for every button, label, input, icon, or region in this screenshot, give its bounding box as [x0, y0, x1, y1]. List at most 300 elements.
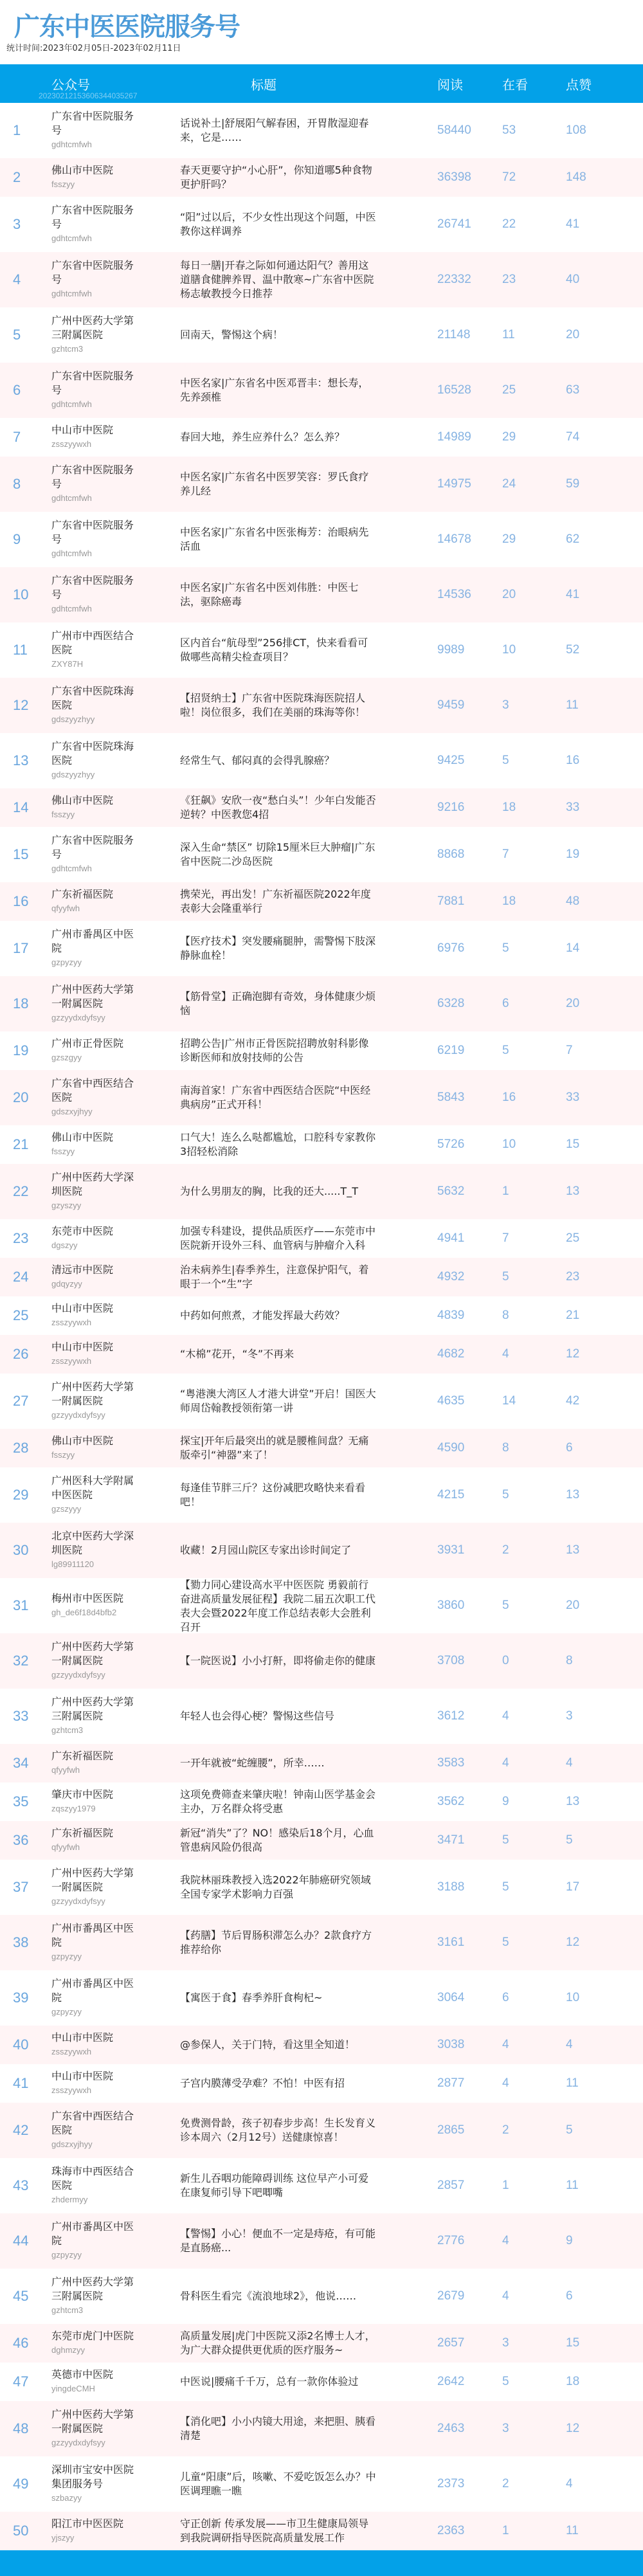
- account-cell: [51, 2069, 136, 2098]
- likes-count: 13: [566, 1184, 580, 1198]
- reads-count: 2463: [437, 2422, 465, 2435]
- rank-number: 10: [13, 586, 29, 603]
- account-name[interactable]: 东莞市中医院: [51, 1225, 114, 1237]
- reads-count: 3860: [437, 1599, 465, 1612]
- table-row[interactable]: [0, 252, 643, 307]
- article-title-link[interactable]: 南海首家！广东省中西医结合医院“中医经典病房”正式开科！: [180, 1084, 371, 1111]
- likes-count: 33: [566, 1091, 580, 1104]
- looking-count: 5: [502, 1599, 509, 1612]
- rank-number: 8: [13, 476, 21, 492]
- account-cell: [51, 2031, 136, 2059]
- account-id: fsszyy: [51, 810, 75, 819]
- table-row[interactable]: [0, 2363, 643, 2401]
- rank-number: 41: [13, 2075, 29, 2091]
- table-row[interactable]: [0, 1335, 643, 1374]
- article-title-link[interactable]: 收藏！2月园山院区专家出诊时间定了: [180, 1544, 352, 1556]
- reads-count: 9216: [437, 801, 465, 814]
- account-id: gzpyzyy: [51, 2250, 82, 2260]
- table-row[interactable]: [0, 567, 643, 622]
- table-row[interactable]: [0, 1633, 643, 1689]
- account-name[interactable]: 中山市中医院: [51, 2031, 114, 2044]
- account-name[interactable]: 佛山市中医院: [51, 164, 114, 176]
- account-id: gzpyzyy: [51, 2007, 82, 2017]
- account-name[interactable]: 广州市正骨医院: [51, 1037, 124, 1049]
- reads-count: 21148: [437, 328, 471, 341]
- looking-count: 0: [502, 1654, 509, 1667]
- likes-count: 8: [566, 1654, 573, 1667]
- table-row[interactable]: [0, 1970, 643, 2026]
- likes-count: 148: [566, 170, 586, 184]
- article-title-link[interactable]: 新生儿吞咽功能障碍训练 这位早产小可爱在康复师引导下吧唧嘴: [180, 2172, 369, 2199]
- reads-count: 2776: [437, 2234, 465, 2247]
- table-row[interactable]: [0, 1296, 643, 1335]
- column-header-looking[interactable]: 在看: [502, 77, 528, 93]
- account-name[interactable]: 佛山市中医院: [51, 1131, 114, 1143]
- account-name[interactable]: 广州中医药大学第三附属医院: [51, 2276, 134, 2302]
- likes-count: 20: [566, 1599, 580, 1612]
- account-cell: [51, 314, 136, 356]
- account-name[interactable]: 广州市番禺区中医院: [51, 928, 134, 954]
- account-name[interactable]: 阳江市中医医院: [51, 2517, 124, 2530]
- table-row[interactable]: [0, 827, 643, 882]
- looking-count: 1: [502, 1184, 509, 1198]
- table-row[interactable]: [0, 976, 643, 1031]
- likes-count: 12: [566, 1347, 580, 1361]
- looking-count: 16: [502, 1091, 516, 1104]
- article-title-link[interactable]: 一开年就被“蛇缠腰”，所幸……: [180, 1757, 325, 1769]
- likes-count: 6: [566, 2289, 573, 2303]
- rank-number: 11: [13, 642, 28, 658]
- account-name[interactable]: 广州市番禺区中医院: [51, 1922, 134, 1948]
- reads-count: 14678: [437, 532, 471, 546]
- table-row[interactable]: [0, 2324, 643, 2363]
- account-name[interactable]: 英德市中医院: [51, 2368, 114, 2381]
- article-title-link[interactable]: 话说补土|舒展阳气解春困，开胃散湿迎春来，它是……: [180, 117, 369, 143]
- reads-count: 4839: [437, 1309, 465, 1322]
- table-row[interactable]: [0, 2026, 643, 2064]
- looking-count: 1: [502, 2524, 509, 2537]
- likes-count: 11: [566, 2076, 579, 2090]
- table-row[interactable]: [0, 1219, 643, 1258]
- column-header-account[interactable]: 公众号: [51, 77, 90, 93]
- likes-count: 108: [566, 123, 586, 137]
- looking-count: 29: [502, 430, 516, 444]
- account-id: gzszgyy: [51, 1053, 82, 1062]
- article-title-link[interactable]: 口气大！连么么哒都尴尬，口腔科专家教你3招轻松消除: [180, 1131, 376, 1157]
- account-cell: [51, 1224, 136, 1253]
- table-row[interactable]: [0, 103, 643, 158]
- reads-count: 36398: [437, 170, 471, 184]
- article-title-link[interactable]: 招聘公告|广州市正骨医院招聘放射科影像诊断医师和放射技师的公告: [180, 1037, 369, 1064]
- account-name[interactable]: 广州中医药大学深圳医院: [51, 1171, 134, 1197]
- article-title-link[interactable]: 每逢佳节胖三斤？这份减肥攻略快来看看吧！: [180, 1482, 366, 1508]
- likes-count: 4: [566, 1756, 573, 1770]
- article-title-link[interactable]: 守正创新 传承发展——市卫生健康局领导到我院调研指导医院高质量发展工作: [180, 2517, 369, 2544]
- account-name[interactable]: 广州中医药大学第一附属医院: [51, 1381, 134, 1407]
- article-title-link[interactable]: 为什么男朋友的胸，比我的还大.....T_T: [180, 1185, 358, 1197]
- looking-count: 20: [502, 588, 516, 601]
- table-row[interactable]: [0, 1821, 643, 1860]
- account-name[interactable]: 广东省中西医结合医院: [51, 2110, 134, 2136]
- table-row[interactable]: [0, 733, 643, 788]
- account-name[interactable]: 东莞市虎门中医院: [51, 2330, 134, 2342]
- account-cell: [51, 1302, 136, 1330]
- looking-count: 5: [502, 1270, 509, 1283]
- table-row[interactable]: [0, 1467, 643, 1523]
- article-title-link[interactable]: 骨科医生看完《流浪地球2》，他说……: [180, 2290, 357, 2302]
- account-name[interactable]: 广州中医药大学第一附属医院: [51, 1640, 134, 1667]
- table-row[interactable]: [0, 1744, 643, 1782]
- reads-count: 2679: [437, 2289, 465, 2303]
- reads-count: 2865: [437, 2123, 465, 2137]
- article-title-link[interactable]: 中医名家|广东省名中医邓晋丰：想长寿，先养颈椎: [180, 377, 369, 403]
- rank-number: 9: [13, 531, 21, 547]
- table-row[interactable]: [0, 882, 643, 921]
- table-row[interactable]: [0, 1070, 643, 1125]
- table-row[interactable]: [0, 788, 643, 827]
- article-title-link[interactable]: 【寓医于食】春季养肝食枸杞~: [180, 1991, 323, 2004]
- article-title-link[interactable]: 我院林丽珠教授入选2022年肺癌研究领域全国专家学术影响力百强: [180, 1874, 371, 1900]
- reads-count: 4941: [437, 1231, 465, 1245]
- reads-count: 2373: [437, 2477, 465, 2490]
- table-row[interactable]: [0, 1164, 643, 1219]
- likes-count: 42: [566, 1394, 580, 1408]
- rank-number: 38: [13, 1934, 29, 1950]
- article-title-link[interactable]: “阳”过以后，不少女性出现这个问题，中医教你这样调养: [180, 211, 376, 237]
- likes-count: 11: [566, 2524, 579, 2537]
- rank-number: 20: [13, 1089, 29, 1105]
- account-name[interactable]: 广东祈福医院: [51, 1827, 114, 1839]
- article-title-link[interactable]: 【医疗技术】突发腰痛腿肿，需警惕下肢深静脉血栓！: [180, 935, 376, 961]
- account-name[interactable]: 深圳市宝安中医院集团服务号: [51, 2463, 134, 2490]
- reads-count: 2642: [437, 2375, 465, 2388]
- reads-count: 3931: [437, 1543, 465, 1557]
- looking-count: 4: [502, 1709, 509, 1723]
- table-row[interactable]: [0, 197, 643, 252]
- looking-count: 9: [502, 1795, 509, 1808]
- looking-count: 5: [502, 1044, 509, 1057]
- page-title: 广东中医医院服务号: [14, 12, 240, 42]
- account-name[interactable]: 广州中医药大学第一附属医院: [51, 983, 134, 1010]
- article-title-link[interactable]: 每日一膳|开春之际如何通达阳气？善用这道膳食健脾养胃、温中散寒~广东省中医院杨志敏教授今日推荐: [180, 259, 374, 300]
- looking-count: 23: [502, 273, 516, 286]
- account-cell: [51, 2329, 136, 2357]
- article-title-link[interactable]: 探宝|开年后最突出的就是腰椎间盘？无痛版牵引“神器”来了！: [180, 1435, 369, 1461]
- account-name[interactable]: 广东省中医院服务号: [51, 519, 134, 545]
- account-id: gdhtcmfwh: [51, 233, 92, 243]
- account-id: fsszyy: [51, 1147, 75, 1156]
- looking-count: 5: [502, 1488, 509, 1501]
- account-id: lg89911120: [51, 1559, 95, 1569]
- rank-number: 26: [13, 1346, 29, 1362]
- article-title-link[interactable]: 中医名家|广东省名中医刘伟胜：中医七法，驱除癌毒: [180, 581, 359, 608]
- rank-number: 15: [13, 846, 29, 862]
- looking-count: 3: [502, 2422, 509, 2435]
- account-id: gdszxyjhyy: [51, 2139, 93, 2149]
- account-name[interactable]: 广东省中医院服务号: [51, 574, 134, 601]
- account-name[interactable]: 广东省中医院服务号: [51, 110, 134, 136]
- rank-number: 39: [13, 1990, 29, 2006]
- likes-count: 11: [566, 2179, 579, 2192]
- article-title-link[interactable]: 中医名家|广东省名中医罗笑容：罗氏食疗养儿经: [180, 471, 369, 497]
- likes-count: 62: [566, 532, 580, 546]
- likes-count: 63: [566, 383, 580, 397]
- account-name[interactable]: 中山市中医院: [51, 2070, 114, 2082]
- reads-count: 9989: [437, 643, 465, 657]
- looking-count: 72: [502, 170, 516, 184]
- reads-count: 3708: [437, 1654, 465, 1667]
- account-name[interactable]: 北京中医药大学深圳医院: [51, 1530, 134, 1556]
- account-cell: [51, 574, 136, 616]
- article-title-link[interactable]: 【一院医说】小小打鼾，即将偷走你的健康: [180, 1655, 376, 1667]
- account-id: zsszyywxh: [51, 2047, 92, 2056]
- account-cell: [51, 259, 136, 301]
- article-title-link[interactable]: 年轻人也会得心梗？警惕这些信号: [180, 1710, 335, 1722]
- table-row[interactable]: [0, 1429, 643, 1467]
- account-id: gdhtcmfwh: [51, 289, 92, 298]
- rank-number: 3: [13, 216, 21, 232]
- column-header-reads[interactable]: 阅读: [437, 77, 463, 93]
- account-name[interactable]: 佛山市中医院: [51, 794, 114, 806]
- table-row[interactable]: [0, 622, 643, 678]
- rank-number: 22: [13, 1183, 29, 1199]
- article-title-link[interactable]: 【筋骨堂】正确泡脚有奇效，身体健康少烦恼: [180, 990, 376, 1017]
- table-row[interactable]: [0, 1031, 643, 1070]
- account-name[interactable]: 广东省中医院珠海医院: [51, 685, 134, 711]
- account-cell: [51, 2109, 136, 2152]
- looking-count: 6: [502, 997, 509, 1010]
- rank-number: 6: [13, 382, 21, 398]
- article-title-link[interactable]: 治未病养生|春季养生，注意保护阳气，着眼于一个“生”字: [180, 1264, 369, 1290]
- looking-count: 3: [502, 2336, 509, 2350]
- account-cell: [51, 2275, 136, 2317]
- article-title-link[interactable]: 儿童“阳康”后，咳嗽、不爱吃饭怎么办？中医调理瞧一瞧: [180, 2471, 376, 2497]
- reads-count: 3038: [437, 2038, 465, 2051]
- article-title-link[interactable]: 【勠力同心建设高水平中医医院 勇毅前行奋进高质量发展征程】我院二届五次职工代表大会暨2022年度工作总结表彰大会胜利召开: [180, 1579, 376, 1633]
- account-id: yingdeCMH: [51, 2384, 95, 2393]
- account-cell: [51, 1037, 136, 1065]
- account-name[interactable]: 珠海市中西医结合医院: [51, 2165, 134, 2191]
- account-name[interactable]: 广东祈福医院: [51, 1750, 114, 1762]
- account-cell: [51, 369, 136, 412]
- account-cell: [51, 1640, 136, 1682]
- account-cell: [51, 1340, 136, 1368]
- account-name[interactable]: 广州中医药大学第三附属医院: [51, 1696, 134, 1722]
- stat-period: 统计时间:2023年02月05日-2023年02月11日: [6, 44, 181, 53]
- article-title-link[interactable]: 【招贤纳士】广东省中医院珠海医院招人啦！岗位很多，我们在美丽的珠海等你！: [180, 692, 366, 718]
- looking-count: 10: [502, 1138, 516, 1151]
- article-title-link[interactable]: 中医名家|广东省名中医张梅芳：治眼病先活血: [180, 526, 369, 552]
- account-id: fsszyy: [51, 179, 75, 189]
- article-title-link[interactable]: “粤港澳大湾区人才港大讲堂”开启！国医大师周岱翰教授领衔第一讲: [180, 1388, 376, 1414]
- account-name[interactable]: 广东省中西医结合医院: [51, 1077, 134, 1103]
- article-title-link[interactable]: 区内首台“航母型”256排CT，快来看看可做哪些高精尖检查项目？: [180, 637, 368, 663]
- table-row[interactable]: [0, 1782, 643, 1821]
- rank-number: 13: [13, 752, 29, 768]
- looking-count: 3: [502, 698, 509, 712]
- table-row[interactable]: [0, 363, 643, 418]
- account-name[interactable]: 清远市中医院: [51, 1264, 114, 1276]
- account-name[interactable]: 佛山市中医院: [51, 1435, 114, 1447]
- table-row[interactable]: [0, 418, 643, 457]
- table-row[interactable]: [0, 2064, 643, 2103]
- looking-count: 11: [502, 328, 515, 341]
- looking-count: 8: [502, 1309, 509, 1322]
- article-title-link[interactable]: 经常生气、郁闷真的会得乳腺癌？: [180, 754, 335, 766]
- account-cell: [51, 927, 136, 970]
- account-name[interactable]: 广州医科大学附属中医医院: [51, 1474, 134, 1501]
- account-cell: [51, 109, 136, 152]
- account-cell: [51, 1866, 136, 1909]
- account-id: fsszyy: [51, 1450, 75, 1460]
- rank-number: 25: [13, 1307, 29, 1323]
- article-title-link[interactable]: 高质量发展|虎门中医院又添2名博士人才，为广大群众提供更优质的医疗服务~: [180, 2330, 376, 2356]
- account-cell: [51, 163, 136, 192]
- looking-count: 53: [502, 123, 516, 137]
- rank-number: 30: [13, 1542, 29, 1558]
- account-name[interactable]: 广东省中医院珠海医院: [51, 740, 134, 766]
- account-name[interactable]: 广东省中医院服务号: [51, 464, 134, 490]
- account-name[interactable]: 广州中医药大学第一附属医院: [51, 1867, 134, 1893]
- account-cell: [51, 1749, 136, 1777]
- account-name[interactable]: 广州中医药大学第一附属医院: [51, 2408, 134, 2435]
- account-name[interactable]: 广东祈福医院: [51, 888, 114, 900]
- account-name[interactable]: 中山市中医院: [51, 424, 114, 436]
- likes-count: 13: [566, 1543, 580, 1557]
- article-title-link[interactable]: 免费测骨龄，孩子初春步步高！生长发育义诊本周六（2月12号）送健康惊喜！: [180, 2117, 376, 2143]
- account-name[interactable]: 中山市中医院: [51, 1302, 114, 1314]
- reads-count: 5632: [437, 1184, 465, 1198]
- likes-count: 13: [566, 1795, 580, 1808]
- looking-count: 24: [502, 477, 516, 491]
- article-title-link[interactable]: 【警惕】小心！便血不一定是痔疮，有可能是直肠癌...: [180, 2227, 376, 2254]
- account-name[interactable]: 广州市番禺区中医院: [51, 2220, 134, 2247]
- looking-count: 4: [502, 2234, 509, 2247]
- account-name[interactable]: 广东省中医院服务号: [51, 204, 134, 230]
- article-title-link[interactable]: 新冠“消失”了？NO！感染后18个月，心血管患病风险仍很高: [180, 1827, 374, 1853]
- likes-count: 17: [566, 1880, 580, 1894]
- looking-count: 5: [502, 1880, 509, 1894]
- article-title-link[interactable]: 《狂飙》安欣一夜“愁白头”！少年白发能否逆转？中医教您4招: [180, 794, 376, 821]
- table-row[interactable]: [0, 2269, 643, 2324]
- table-row[interactable]: [0, 307, 643, 363]
- likes-count: 23: [566, 1270, 580, 1283]
- table-row[interactable]: [0, 457, 643, 512]
- table-row[interactable]: [0, 2158, 643, 2213]
- account-cell: [51, 423, 136, 451]
- article-title-link[interactable]: 中药如何煎煮，才能发挥最大药效？: [180, 1309, 345, 1321]
- account-id: szbazyy: [51, 2493, 82, 2503]
- rank-number: 42: [13, 2122, 29, 2138]
- account-cell: [51, 1130, 136, 1159]
- article-title-link[interactable]: 【消化吧】小小内镜大用途，来把胆、胰看清楚: [180, 2415, 376, 2442]
- rank-number: 33: [13, 1708, 29, 1724]
- table-row[interactable]: [0, 921, 643, 976]
- article-title-link[interactable]: 中医说|腰痛千千万，总有一款你体验过: [180, 2375, 359, 2388]
- table-row[interactable]: [0, 2512, 643, 2550]
- article-title-link[interactable]: 深入生命“禁区” 切除15厘米巨大肿瘤|广东省中医院二沙岛医院: [180, 841, 376, 867]
- table-row[interactable]: [0, 2456, 643, 2512]
- table-row[interactable]: [0, 2103, 643, 2158]
- account-name[interactable]: 广东省中医院服务号: [51, 370, 134, 396]
- column-header-title[interactable]: 标题: [251, 77, 276, 93]
- reads-count: 14975: [437, 477, 471, 491]
- article-title-link[interactable]: 这项免费筛查来肇庆啦！钟南山医学基金会主办，万名群众将受惠: [180, 1788, 376, 1815]
- looking-count: 18: [502, 894, 516, 908]
- rank-number: 5: [13, 327, 21, 343]
- rank-number: 36: [13, 1832, 29, 1848]
- rank-number: 16: [13, 893, 29, 909]
- table-row[interactable]: [0, 1523, 643, 1578]
- article-title-link[interactable]: “木棉”花开，“冬”不再来: [180, 1348, 294, 1360]
- likes-count: 11: [566, 698, 579, 712]
- account-cell: [51, 1592, 136, 1620]
- article-title-link[interactable]: 回南天，警惕这个病！: [180, 329, 284, 341]
- article-title-link[interactable]: 加强专科建设，提供品质医疗——东莞市中医院新开设外三科、血管病与肿瘤介入科: [180, 1225, 376, 1251]
- article-title-link[interactable]: 春天更要守护“小心肝”，你知道哪5种食物更护肝吗？: [180, 164, 372, 190]
- article-title-link[interactable]: 子宫内膜薄受孕难？不怕！中医有招: [180, 2077, 345, 2089]
- account-name[interactable]: 广州市中西医结合医院: [51, 630, 134, 656]
- account-id: dgszyy: [51, 1240, 78, 1250]
- article-title-link[interactable]: 春回大地，养生应养什么？怎么养？: [180, 431, 345, 443]
- account-name[interactable]: 广东省中医院服务号: [51, 834, 134, 860]
- column-header-likes[interactable]: 点赞: [566, 77, 592, 93]
- rank-number: 7: [13, 429, 21, 445]
- likes-count: 20: [566, 328, 580, 341]
- table-row[interactable]: [0, 1578, 643, 1633]
- account-id: gdszyyzhyy: [51, 714, 95, 724]
- article-title-link[interactable]: 携荣光，再出发！广东祈福医院2022年度表彰大会隆重举行: [180, 888, 371, 914]
- footer-bar: [0, 2550, 643, 2576]
- account-name[interactable]: 梅州市中医医院: [51, 1592, 124, 1604]
- account-name[interactable]: 肇庆市中医院: [51, 1788, 114, 1800]
- looking-count: 4: [502, 2076, 509, 2090]
- account-cell: [51, 2517, 136, 2545]
- looking-count: 4: [502, 1347, 509, 1361]
- looking-count: 6: [502, 1991, 509, 2004]
- account-cell: [51, 2368, 136, 2396]
- table-row[interactable]: [0, 1125, 643, 1164]
- table-header: [0, 64, 643, 103]
- article-title-link[interactable]: 【药膳】节后胃肠积滞怎么办？2款食疗方推荐给你: [180, 1929, 372, 1955]
- likes-count: 3: [566, 1709, 573, 1723]
- table-row[interactable]: [0, 2401, 643, 2456]
- likes-count: 52: [566, 643, 580, 657]
- likes-count: 5: [566, 2123, 573, 2137]
- article-title-link[interactable]: @参保人，关于门特，看这里全知道！: [180, 2038, 356, 2051]
- likes-count: 59: [566, 477, 580, 491]
- table-row[interactable]: [0, 512, 643, 567]
- table-row[interactable]: [0, 678, 643, 733]
- table-row[interactable]: [0, 158, 643, 197]
- table-row[interactable]: [0, 1258, 643, 1296]
- table-row[interactable]: [0, 1915, 643, 1970]
- account-name[interactable]: 广东省中医院服务号: [51, 259, 134, 286]
- account-id: dghmzyy: [51, 2345, 86, 2355]
- rank-number: 37: [13, 1879, 29, 1895]
- reads-count: 6328: [437, 997, 465, 1010]
- table-row[interactable]: [0, 1860, 643, 1915]
- account-id: gzhtcm3: [51, 344, 84, 354]
- looking-count: 2: [502, 2477, 509, 2490]
- account-name[interactable]: 广州中医药大学第三附属医院: [51, 314, 134, 341]
- table-row[interactable]: [0, 1689, 643, 1744]
- table-row[interactable]: [0, 2213, 643, 2269]
- account-name[interactable]: 中山市中医院: [51, 1341, 114, 1353]
- likes-count: 18: [566, 2375, 580, 2388]
- table-row[interactable]: [0, 1374, 643, 1429]
- account-name[interactable]: 广州市番禺区中医院: [51, 1977, 134, 2004]
